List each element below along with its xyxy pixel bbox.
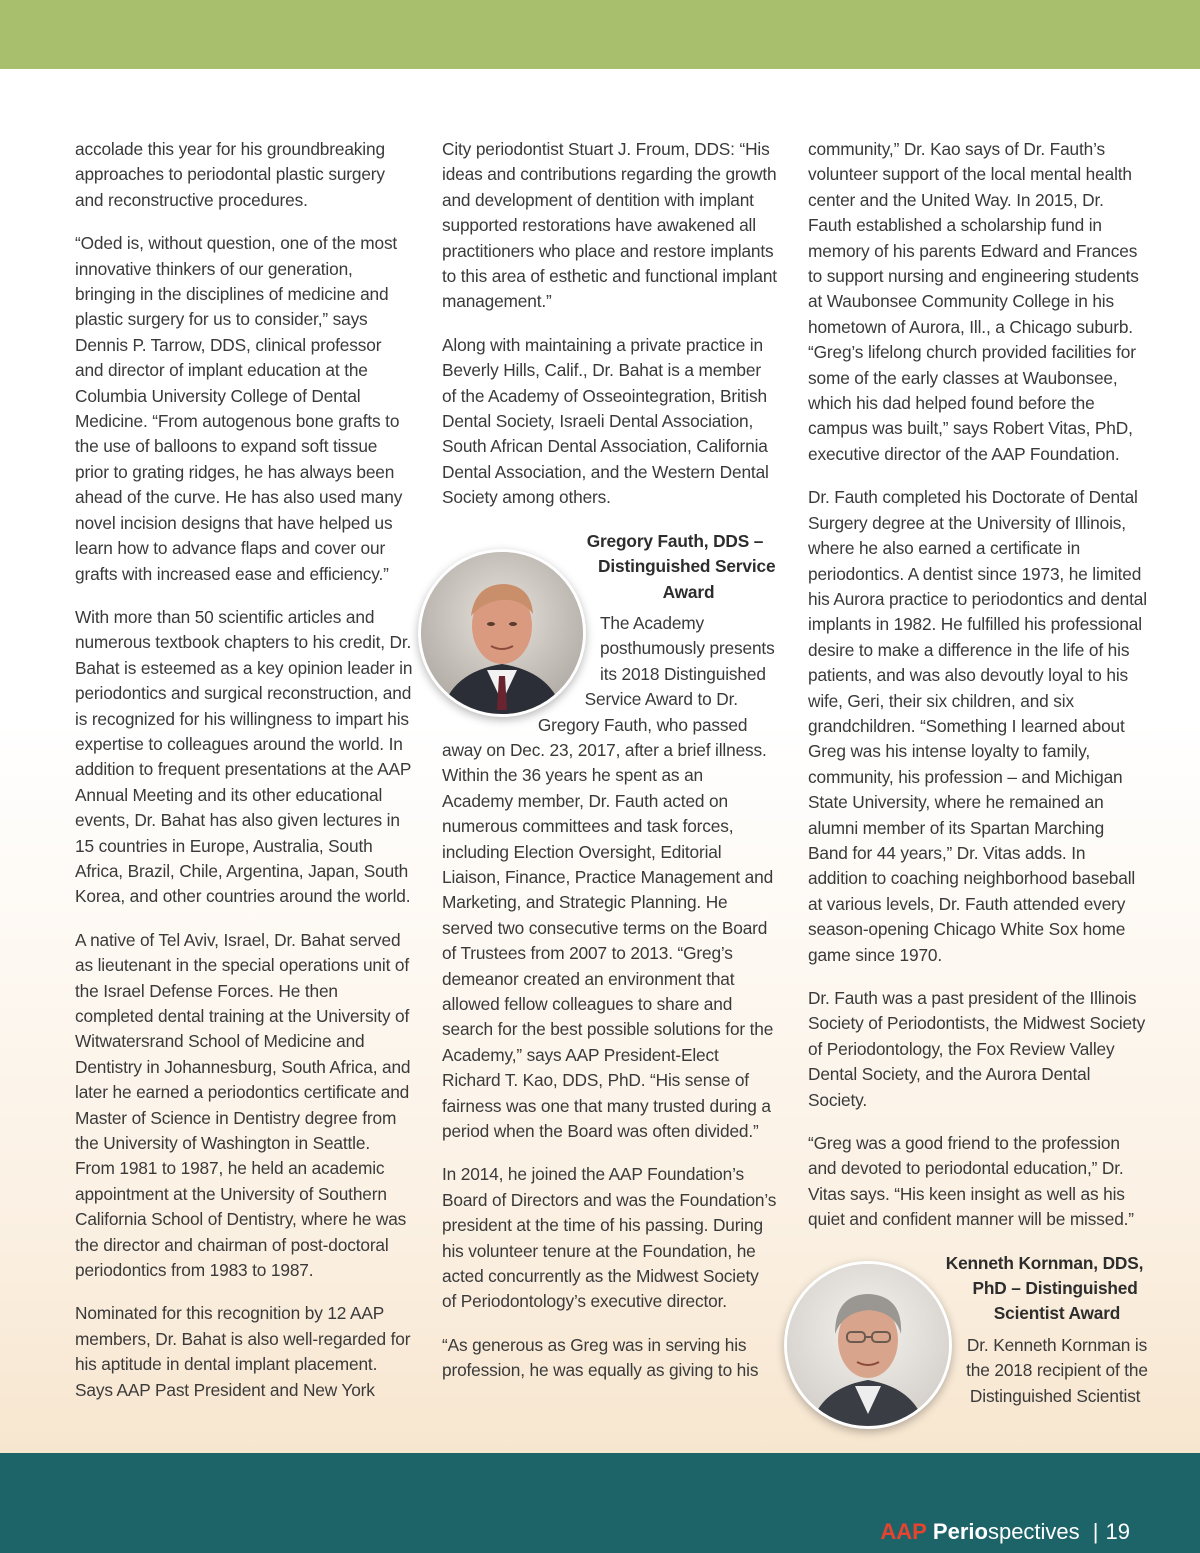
photo-kenneth-kornman-wrap (784, 1261, 952, 1429)
paragraph: “Oded is, without question, one of the most innovative thinkers of our generation, bringing in the disciplines of medicine and plastic surgery for us to consider,” says Dennis P. Tarrow, DDS, clinical professor and director of implant education at the Columbia University College of Dental Medicine. “From autogenous bone grafts to the use of balloons to expand soft tissue prior to grating ridges, he has always been ahead of the curve. He has also used many novel incision designs that have helped us learn how to advance flaps and cover our grafts with increased ease and efficiency.” (75, 233, 403, 584)
paragraph: City periodontist Stuart J. Froum, DDS: “His ideas and contributions regarding the growth and development of dentition with implant supported restorations have awakened all practitioners who place and restore implants to this area of esthetic and functional implant management.” (442, 139, 777, 312)
brand-perio: Perio (932, 1519, 988, 1544)
brand-spectives: spectives (987, 1519, 1080, 1544)
paragraph: Nominated for this recognition by 12 AAP members, Dr. Bahat is also well-regarded for his aptitude in dental implant placement. Says AAP Past President and New York (75, 1303, 411, 1400)
article-column-1 (75, 137, 413, 1421)
article-column-3 (808, 137, 1148, 1435)
paragraph: The Academy posthumously presents its 2018 Distinguished Service Award to Dr. Gregory Fauth, who passed away on Dec. 23, 2017, after a brief illness. Within the 36 years he spent as an Academy member, Dr. Fauth acted on numerous committees and task forces, including Election Oversight, Editorial Liaison, Finance, Practice Management and Marketing, and Strategic Planning. He served two consecutive terms on the Board of Trustees from 2007 to 2013. “Greg’s demeanor created an environment that allowed fellow colleagues to share and search for the best possible solutions for the Academy,” says AAP President-Elect Richard T. Kao, DDS, PhD. “His sense of fairness was one that many trusted during a period when the Board was often divided.” (442, 612, 775, 1142)
brand-aap: AAP (880, 1519, 927, 1544)
paragraph: community,” Dr. Kao says of Dr. Fauth’s volunteer support of the local mental health center and the United Way. In 2015, Dr. Fauth established a scholarship fund in memory of his parents Edward and Frances to support nursing and engineering students at Waubonsee Community College in his hometown of Aurora, Ill., a Chicago suburb. “Greg’s lifelong church provided facilities for some of the early classes at Waubonsee, which his dad helped found before the campus was built,” says Robert Vitas, PhD, executive director of the AAP Foundation. (808, 139, 1139, 464)
photo-gregory-fauth (418, 549, 586, 717)
paragraph: “As generous as Greg was in serving his profession, he was equally as giving to his (442, 1334, 759, 1381)
footer-brand (880, 1519, 1130, 1545)
award-heading-kenneth-kornman: Kenneth Kornman, DDS, PhD – Distinguished Scientist Award (945, 1252, 1144, 1324)
page-number: 19 (1105, 1519, 1130, 1544)
paragraph: Dr. Fauth completed his Doctorate of Dental Surgery degree at the University of Illinois, where he also earned a certificate in periodontics. A dentist since 1973, he limited his Aurora practice to periodontics and dental implants in 1982. He fulfilled his professional desire to make a difference in the life of his patients, and was also devoutly loyal to his wife, Geri, their six children, and six grandchildren. “Something I learned about Greg was his intense loyalty to family, community, his profession – and Michigan State University, where he remained an alumni member of its Spartan Marching Band for 44 years,” Dr. Vitas adds. In addition to coaching neighborhood baseball at various levels, Dr. Fauth attended every season-opening Chicago White Sox home game since 1970. (808, 487, 1147, 965)
photo-kenneth-kornman (784, 1261, 952, 1429)
award-heading-gregory-fauth: Gregory Fauth, DDS – Distinguished Service Award (586, 530, 776, 602)
paragraph: Along with maintaining a private practice in Beverly Hills, Calif., Dr. Bahat is a member of the Academy of Osseointegration, British Dental Society, Israeli Dental Association, South African Dental Association, California Dental Association, and the Western Dental Society among others. (442, 334, 769, 508)
paragraph: With more than 50 scientific articles and numerous textbook chapters to his credit, Dr. Bahat is esteemed as a key opinion leader in periodontics and surgical reconstruction, and is recognized for his willingness to impart his expertise to colleagues around the world. In addition to frequent presentations at the AAP Annual Meeting and its other educational events, Dr. Bahat has also given lectures in 15 countries in Europe, Australia, South Africa, Brazil, Chile, Argentina, Japan, South Korea, and other countries around the world. (75, 606, 413, 907)
paragraph: accolade this year for his groundbreaking approaches to periodontal plastic surgery and reconstructive procedures. (75, 139, 385, 210)
footer-separator: | (1092, 1519, 1099, 1544)
paragraph: “Greg was a good friend to the profession and devoted to periodontal education,” Dr. Vitas says. “His keen insight as well as his quiet and confident manner will be missed.” (808, 1133, 1134, 1230)
paragraph: A native of Tel Aviv, Israel, Dr. Bahat served as lieutenant in the special operations unit of the Israel Defense Forces. He then completed dental training at the University of Witwatersrand School of Medicine and Dentistry in Johannesburg, South Africa, and later he earned a periodontics certificate and Master of Science in Dentistry degree from the University of Washington in Seattle. From 1981 to 1987, he held an academic appointment at the University of Southern California School of Dentistry, where he was the director and chairman of post-doctoral periodontics from 1983 to 1987. (75, 929, 411, 1281)
photo-gregory-fauth-wrap (418, 549, 586, 717)
paragraph: In 2014, he joined the AAP Foundation’s Board of Directors and was the Foundation’s president at the time of his passing. During his volunteer tenure at the Foundation, he acted concurrently as the Midwest Society of Periodontology’s executive director. (442, 1164, 777, 1312)
top-color-band (0, 0, 1200, 69)
paragraph: Dr. Fauth was a past president of the Illinois Society of Periodontists, the Midwest Society of Periodontology, the Fox Review Valley Dental Society, and the Aurora Dental Society. (808, 988, 1146, 1110)
paragraph: Dr. Kenneth Kornman is the 2018 recipient of the Distinguished Scientist (966, 1334, 1148, 1406)
article-column-2 (442, 137, 777, 1402)
